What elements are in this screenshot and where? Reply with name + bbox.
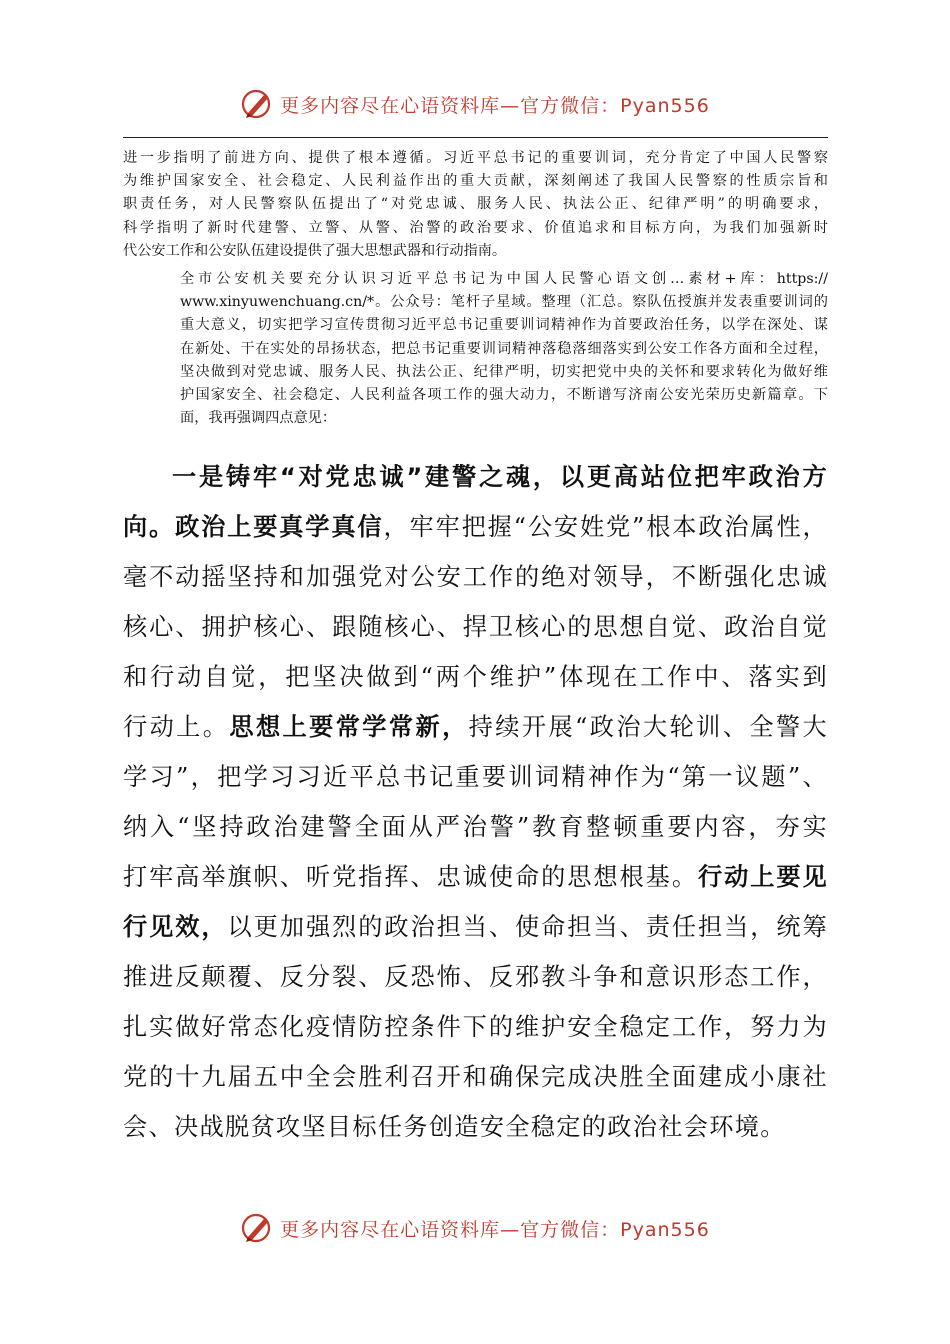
header-divider: [123, 137, 828, 138]
text-line: 纳入“坚持政治建警全面从严治警”教育整顿重要内容，夯实: [123, 813, 828, 841]
lead-political: 政治上要真学真信: [175, 512, 384, 541]
second-paragraph: [123, 268, 828, 430]
text-line: 重大意义，切实把学习宣传贯彻习近平总书记重要训词精神作为首要政治任务，以学在深处、谋: [180, 317, 828, 334]
banner-text: 更多内容尽在心语资料库—官方微信：Pyan556: [280, 1218, 710, 1241]
pen-logo-icon: [240, 86, 276, 122]
lead-action-end: 行见效，: [123, 912, 228, 941]
text-run: 以更加强烈的政治担当、使命担当、责任担当，统筹: [227, 913, 828, 941]
text-line: 党的十九届五中全会胜利召开和确保完成决胜全面建成小康社: [123, 1063, 828, 1091]
pen-logo-icon: [240, 1210, 276, 1246]
text-line: 在新处、干在实处的昂扬状态，把总书记重要训词精神落稳落细落实到公安工作各方面和全过程，: [180, 340, 828, 357]
text-line: 毫不动摇坚持和加强党对公安工作的绝对领导，不断强化忠诚: [123, 563, 828, 591]
text-line: 为维护国家安全、社会稳定、人民利益作出的重大贡献，深刻阐述了我国人民警察的性质宗旨和: [123, 173, 828, 190]
section-heading-end: 向。: [123, 513, 176, 541]
text-line: 全市公安机关要充分认识习近平总书记为中国人民警心语文创…素材+库：https://: [180, 271, 828, 287]
text-run: 打牢高举旗帜、听党指挥、忠诚使命的思想根基。: [123, 863, 698, 891]
text-line: 面，我再强调四点意见：: [180, 410, 337, 427]
section-one: [123, 452, 828, 1152]
text-line: 坚决做到对党忠诚、服务人民、执法公正、纪律严明，切实把党中央的关怀和要求转化为做好维: [180, 363, 828, 380]
text-line: 推进反颠覆、反分裂、反恐怖、反邪教斗争和意识形态工作，: [123, 963, 828, 991]
banner-text: 更多内容尽在心语资料库—官方微信：Pyan556: [280, 94, 710, 117]
text-line: 护国家安全、社会稳定、人民利益各项工作的强大动力，不断谱写济南公安光荣历史新篇章。下: [180, 387, 828, 404]
text-line: 代公安工作和公安队伍建设提供了强大思想武器和行动指南。: [123, 242, 507, 259]
text-line: 科学指明了新时代建警、立警、从警、治警的政治要求、价值追求和目标方向，为我们加强新时: [123, 219, 828, 236]
lead-thought: 思想上要常学常新，: [229, 712, 469, 741]
header-banner: [0, 84, 950, 124]
text-line: 会、决战脱贫攻坚目标任务创造安全稳定的政治社会环境。: [123, 1113, 786, 1141]
text-line: 进一步指明了前进方向、提供了根本遵循。习近平总书记的重要训词，充分肯定了中国人民警察: [123, 150, 828, 166]
text-line: 核心、拥护核心、跟随核心、捍卫核心的思想自觉、政治自觉: [123, 613, 828, 641]
text-line: 扎实做好常态化疫情防控条件下的维护安全稳定工作，努力为: [123, 1013, 828, 1041]
text-line: 和行动自觉，把坚决做到“两个维护”体现在工作中、落实到: [123, 663, 828, 691]
text-run: ，牢牢把握“公安姓党”根本政治属性，: [383, 513, 828, 541]
text-line: 学习”，把学习习近平总书记重要训词精神作为“第一议题”、: [123, 763, 828, 791]
footer-banner: [0, 1208, 950, 1248]
text-line: www.xinyuwenchuang.cn/*。公众号：笔杆子星域。整理（汇总。察队伍授旗并发表重要训词的: [180, 294, 828, 311]
text-line: 职责任务，对人民警察队伍提出了“对党忠诚、服务人民、执法公正、纪律严明”的明确要求，: [123, 196, 828, 213]
text-run: 持续开展“政治大轮训、全警大: [468, 713, 828, 741]
intro-paragraph: [123, 147, 828, 263]
text-run: 行动上。: [123, 713, 230, 741]
section-heading: 一是铸牢“对党忠诚”建警之魂，以更高站位把牢政治方: [172, 463, 828, 491]
lead-action: 行动上要见: [697, 862, 828, 891]
